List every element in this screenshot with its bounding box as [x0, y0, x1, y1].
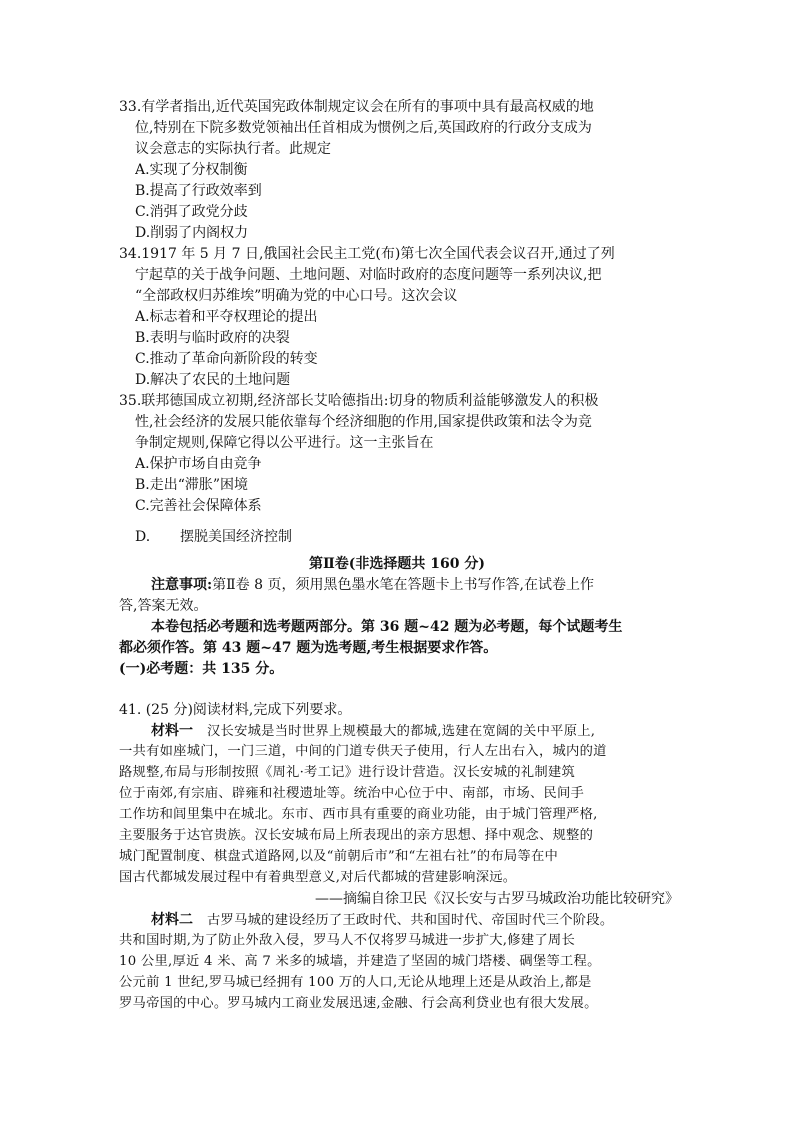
- section-title: (一)必考题：共 135 分。: [119, 661, 284, 677]
- q35-stem-line-3: 争制定规则,保障它得以公平进行。这一主张旨在: [135, 435, 434, 451]
- material1-line-6: 主要服务于达官贵族。汉长安城布局上所表现出的亲方思想、择中观念、规整的: [119, 828, 594, 843]
- q34-stem-line-1: 34.1917 年 5 月 7 日,俄国社会民主工党(布)第七次全国代表会议召开,通过了列: [119, 246, 615, 262]
- material1-label: 材料一: [151, 723, 193, 739]
- material2-line-1: [151, 910, 711, 931]
- q41-header: 41. (25 分)阅读材料,完成下列要求。: [119, 702, 352, 718]
- q33-option-a: A.实现了分权制衡: [135, 162, 248, 178]
- material1-line-5: 工作坊和闾里集中在城北。东市、西市具有重要的商业功能，由于城门管理严格,: [119, 807, 598, 822]
- material2-text-1: 古罗马城的建设经历了王政时代、共和国时代、帝国时代三个阶段。: [207, 913, 614, 928]
- q33-option-d: D.削弱了内阁权力: [135, 225, 249, 241]
- material1-line-1: [151, 721, 711, 742]
- q35-option-d-text: 摆脱美国经济控制: [180, 529, 292, 545]
- material1-text-1: 汉长安城是当时世界上规模最大的都城,选建在宽阔的关中平原上,: [207, 724, 596, 739]
- material2-label: 材料二: [151, 912, 193, 928]
- material1-line-4: 位于南郊,有宗庙、辟雍和社稷遗址等。统治中心位于中、南部，市场、民间手: [119, 786, 585, 801]
- part2-title: 第Ⅱ卷(非选择题共 160 分): [308, 556, 486, 572]
- q35-option-b: B.走出“滞胀”困境: [135, 477, 249, 493]
- q34-option-a: A.标志着和平夺权理论的提出: [135, 309, 318, 325]
- q34-stem-line-3: “全部政权归苏维埃”明确为党的中心口号。这次会议: [135, 288, 458, 304]
- q33-option-c: C.消弭了政党分歧: [135, 204, 248, 220]
- notice-label: 注意事项:: [151, 577, 213, 593]
- part2-scope-line-2: 都必须作答。第 43 题~47 题为选考题,考生根据要求作答。: [119, 640, 498, 656]
- q35-option-c: C.完善社会保障体系: [135, 498, 262, 514]
- material1-line-3: 路规整,布局与形制按照《周礼·考工记》进行设计营造。汉长安城的礼制建筑: [119, 765, 575, 780]
- q34-option-d: D.解决了农民的土地问题: [135, 372, 291, 388]
- material2-line-3: 10 公里,厚近 4 米、高 7 米多的城墙，并建造了坚固的城门塔楼、碉堡等工程。: [119, 954, 601, 969]
- q33-stem-line-2: 位,特别在下院多数党领袖出任首相成为惯例之后,英国政府的行政分支成为: [135, 120, 592, 136]
- material1-source: ——摘编自徐卫民《汉长安与古罗马城政治功能比较研究》: [315, 891, 679, 907]
- material1-line-8: 国古代都城发展过程中有着典型意义,对后代都城的营建影响深远。: [119, 870, 517, 885]
- q34-option-b: B.表明与临时政府的决裂: [135, 330, 290, 346]
- material1-line-7: 城门配置制度、棋盘式道路网,以及“前朝后市”和“左祖右社”的布局等在中: [119, 849, 559, 864]
- material2-line-2: 共和国时期,为了防止外敌入侵，罗马人不仅将罗马城进一步扩大,修建了周长: [119, 933, 575, 948]
- q35-option-a: A.保护市场自由竞争: [135, 456, 262, 472]
- q33-stem-line-3: 议会意志的实际执行者。此规定: [135, 141, 331, 157]
- q35-stem-line-2: 性,社会经济的发展只能依靠每个经济细胞的作用,国家提供政策和法令为竞: [135, 414, 592, 430]
- q35-option-d-letter: D.: [135, 529, 151, 545]
- q34-option-c: C.推动了革命向新阶段的转变: [135, 351, 318, 367]
- part2-scope-line-1: 本卷包括必考题和选考题两部分。第 36 题~42 题为必考题，每个试题考生: [151, 619, 623, 635]
- notice-text: 第Ⅱ卷 8 页，须用黑色墨水笔在答题卡上书写作答,在试卷上作: [212, 577, 594, 593]
- q34-stem-line-2: 宁起草的关于战争问题、土地问题、对临时政府的态度问题等一系列决议,把: [135, 267, 602, 283]
- material2-line-4: 公元前 1 世纪,罗马城已经拥有 100 万的人口,无论从地理上还是从政治上,都是: [119, 975, 592, 990]
- q35-stem-line-1: 35.联邦德国成立初期,经济部长艾哈德指出:切身的物质利益能够激发人的积极: [119, 393, 599, 409]
- q33-option-b: B.提高了行政效率到: [135, 183, 262, 199]
- part2-notice-line-1: [151, 575, 711, 595]
- q33-stem-line-1: 33.有学者指出,近代英国宪政体制规定议会在所有的事项中具有最高权威的地: [119, 99, 594, 115]
- part2-notice-line-2: 答,答案无效。: [119, 598, 208, 614]
- material1-line-2: 一共有如座城门，一门三道，中间的门道专供天子使用，行人左出右入，城内的道: [119, 744, 607, 759]
- material2-line-5: 罗马帝国的中心。罗马城内工商业发展迅速,金融、行会高利贷业也有很大发展。: [119, 996, 598, 1011]
